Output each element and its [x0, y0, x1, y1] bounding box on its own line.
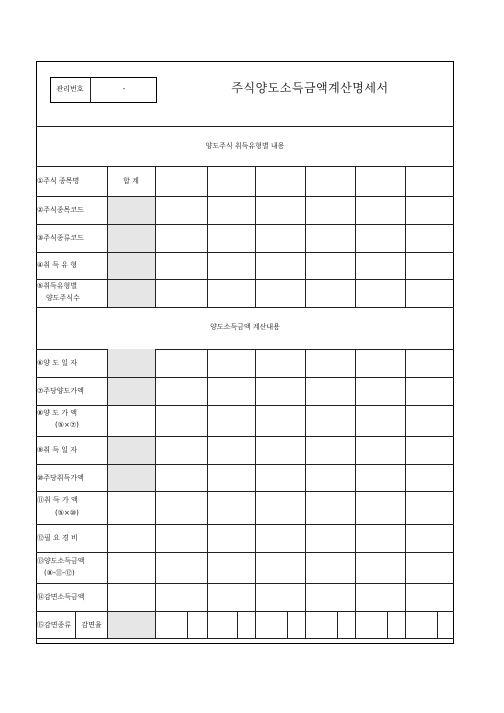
- reduction-rate-shade: [108, 612, 155, 638]
- section1-title: 양도주식 취득유형별 내용: [205, 142, 285, 150]
- label-sale-amount-formula: (⑤×⑦): [55, 421, 79, 429]
- total-header: 합 계: [123, 177, 139, 185]
- label-reduced-income: ⑭감면소득금액: [37, 593, 85, 601]
- label-acq-date: ⑨취 득 일 자: [37, 446, 77, 454]
- label-acq-amount-formula: (⑤×⑩): [55, 509, 79, 517]
- label-stock-type-code: ③주식종류코드: [37, 234, 84, 242]
- label-stock-name: ①주식 종목명: [37, 177, 80, 185]
- label-stock-code: ②주식종목코드: [37, 206, 84, 214]
- label-sale-price-per-share: ⑦주당양도가액: [37, 387, 84, 395]
- label-reduction-rate: 감면율: [81, 621, 102, 629]
- label-sale-amount: ⑧양 도 가 액: [37, 409, 77, 417]
- label-acq-amount: ⑪취 득 가 액: [37, 496, 78, 504]
- label-capital-gains-formula: (⑧-⑪-⑫): [44, 569, 75, 577]
- mgmt-number-value[interactable]: -: [122, 85, 126, 93]
- label-capital-gains: ⑬양도소득금액: [37, 557, 85, 565]
- label-reduction-type: ⑮감면종류: [37, 621, 72, 629]
- label-shares-by-type-1: ⑤취득유형별: [37, 282, 78, 290]
- label-acquisition-type: ④취 득 유 형: [37, 261, 77, 269]
- mgmt-number-label: 관리번호: [56, 85, 84, 93]
- label-necessary-expenses: ⑫필 요 경 비: [37, 534, 78, 542]
- label-shares-by-type-2: 양도주식수: [46, 294, 80, 302]
- label-sale-date: ⑥양 도 일 자: [37, 359, 77, 367]
- label-acq-price-per-share: ⑩주당취득가액: [37, 474, 84, 482]
- section2-title: 양도소득금액 계산내용: [210, 323, 280, 331]
- document-title: 주식양도소득금액계산명세서: [231, 81, 389, 95]
